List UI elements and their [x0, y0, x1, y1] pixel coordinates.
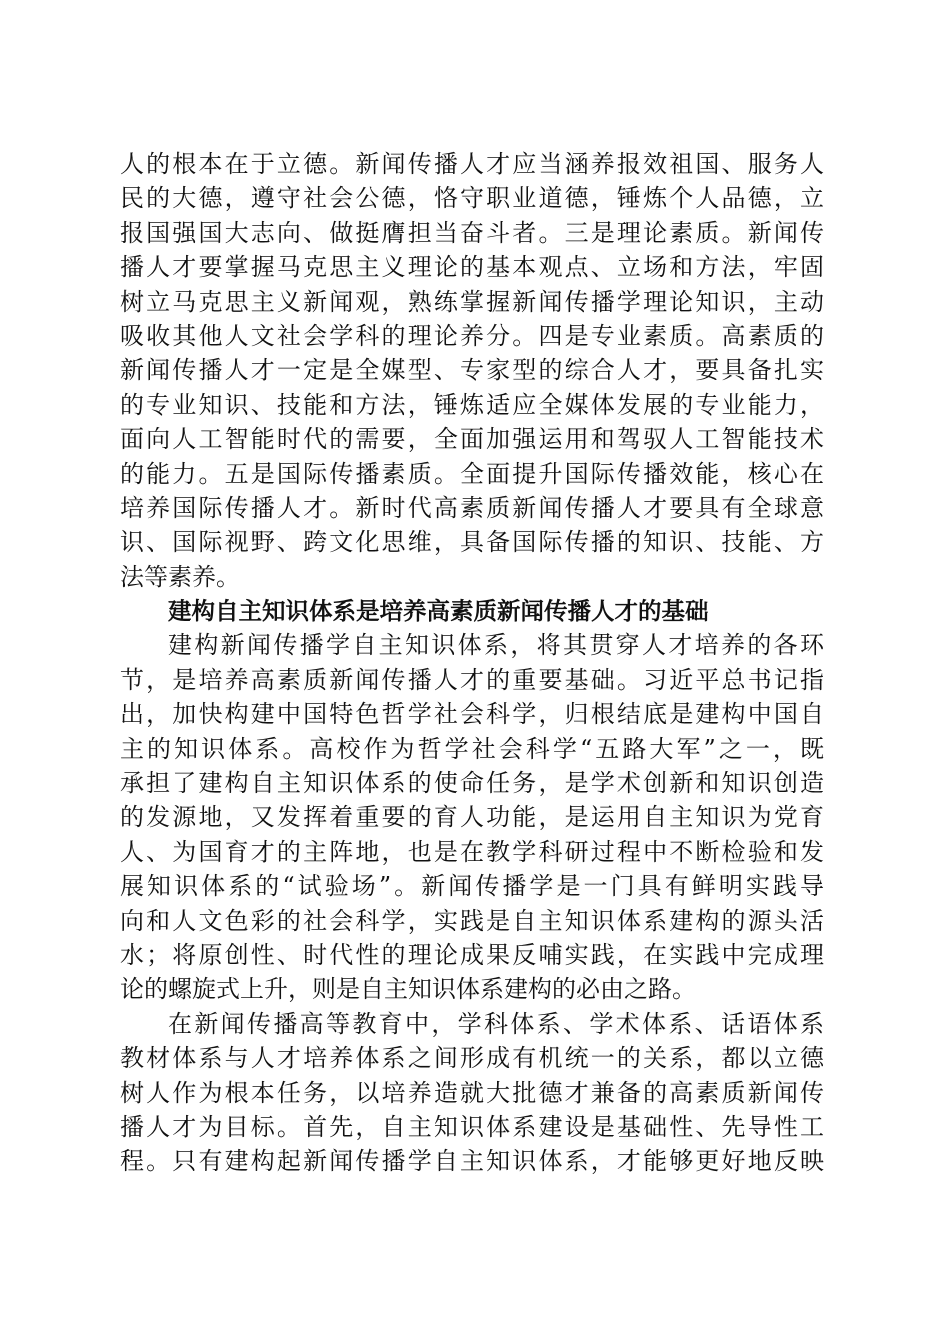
text-line: 的能力。五是国际传播素质。全面提升国际传播效能，核心在 — [120, 459, 824, 488]
text-line: 识、国际视野、跨文化思维，具备国际传播的知识、技能、方 — [120, 528, 824, 557]
text-line: 程。只有建构起新闻传播学自主知识体系，才能够更好地反映 — [120, 1147, 824, 1176]
text-line: 树人作为根本任务，以培养造就大批德才兼备的高素质新闻传 — [120, 1078, 824, 1107]
text-line: 出，加快构建中国特色哲学社会科学，归根结底是建构中国自 — [120, 700, 824, 729]
text-line: 面向人工智能时代的需要，全面加强运用和驾驭人工智能技术 — [120, 425, 824, 454]
text-line: 新闻传播人才一定是全媒型、专家型的综合人才，要具备扎实 — [120, 356, 824, 385]
text-line: 论的螺旋式上升，则是自主知识体系建构的必由之路。 — [120, 975, 696, 1004]
text-line: 培养国际传播人才。新时代高素质新闻传播人才要具有全球意 — [120, 493, 824, 522]
text-line: 人的根本在于立德。新闻传播人才应当涵养报效祖国、服务人 — [120, 150, 824, 178]
text-line: 播人才要掌握马克思主义理论的基本观点、立场和方法，牢固 — [120, 253, 824, 282]
text-line: 承担了建构自主知识体系的使命任务，是学术创新和知识创造 — [120, 769, 824, 798]
text-line: 教材体系与人才培养体系之间形成有机统一的关系，都以立德 — [120, 1044, 824, 1073]
document-body — [120, 147, 824, 1179]
text-line: 人、为国育才的主阵地，也是在教学科研过程中不断检验和发 — [120, 837, 824, 866]
text-line: 主的知识体系。高校作为哲学社会科学“五路大军”之一，既 — [120, 734, 824, 763]
text-line: 节，是培养高素质新闻传播人才的重要基础。习近平总书记指 — [120, 665, 824, 694]
text-line: 民的大德，遵守社会公德，恪守职业道德，锤炼个人品德，立 — [120, 184, 824, 213]
text-line: 向和人文色彩的社会科学，实践是自主知识体系建构的源头活 — [120, 906, 824, 935]
text-line: 报国强国大志向、做挺膺担当奋斗者。三是理论素质。新闻传 — [120, 218, 824, 247]
text-line: 法等素养。 — [120, 562, 240, 591]
text-line: 在新闻传播高等教育中，学科体系、学术体系、话语体系 — [168, 1009, 824, 1038]
text-line: 建构新闻传播学自主知识体系，将其贯穿人才培养的各环 — [168, 631, 824, 660]
section-heading: 建构自主知识体系是培养高素质新闻传播人才的基础 — [168, 597, 709, 626]
text-line: 的发源地，又发挥着重要的育人功能，是运用自主知识为党育 — [120, 803, 824, 832]
text-line: 的专业知识、技能和方法，锤炼适应全媒体发展的专业能力， — [120, 390, 824, 419]
text-line: 展知识体系的“试验场”。新闻传播学是一门具有鲜明实践导 — [120, 872, 824, 901]
text-line: 水；将原创性、时代性的理论成果反哺实践，在实践中完成理 — [120, 940, 824, 969]
text-line: 播人才为目标。首先，自主知识体系建设是基础性、先导性工 — [120, 1112, 824, 1141]
text-line: 吸收其他人文社会学科的理论养分。四是专业素质。高素质的 — [120, 321, 824, 350]
text-line: 树立马克思主义新闻观，熟练掌握新闻传播学理论知识，主动 — [120, 287, 824, 316]
